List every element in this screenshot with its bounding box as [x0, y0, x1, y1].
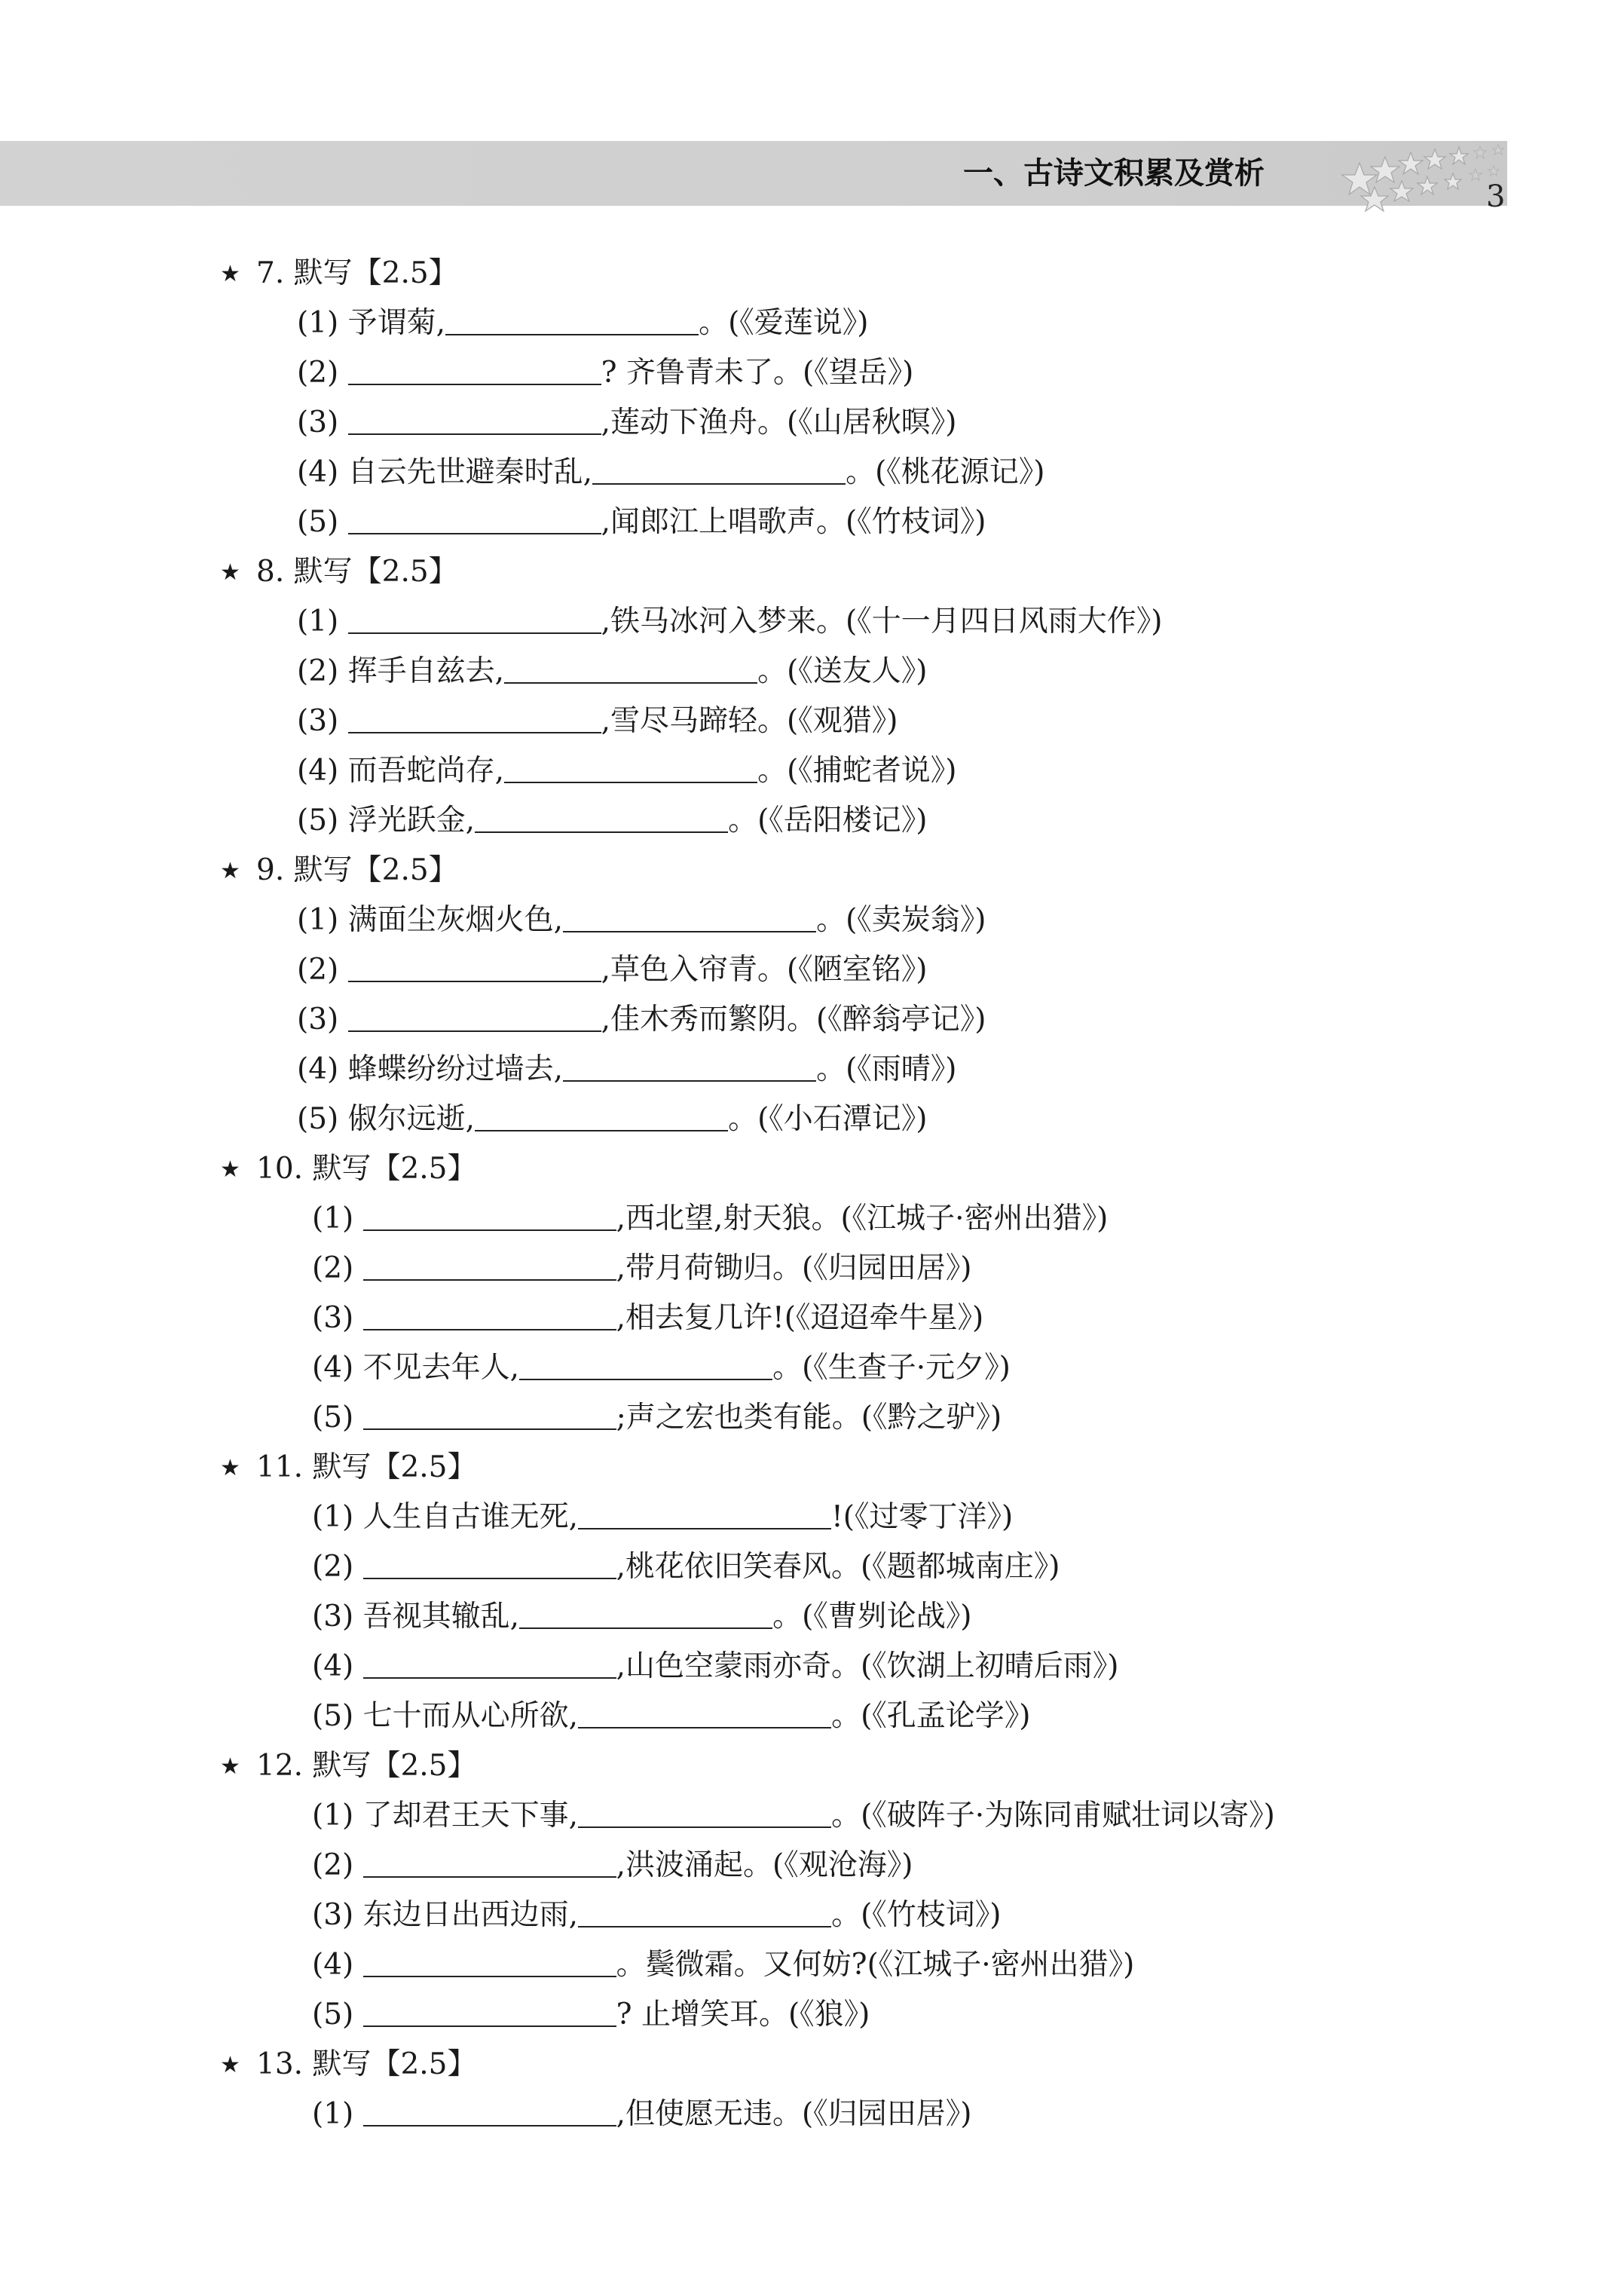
answer-blank[interactable] — [592, 450, 846, 485]
prompt-text-after: ,西北望,射天狼。(《江城子·密州出猎》) — [616, 1202, 1109, 1235]
item-number: (3) — [297, 704, 339, 738]
question-number: 10. — [256, 1152, 304, 1186]
question-label: 默写【2.5】 — [293, 256, 458, 290]
fill-blank-item — [220, 1244, 1546, 1294]
prompt-text-after: ,山色空蒙雨亦奇。(《饮湖上初晴后雨》) — [616, 1649, 1119, 1683]
prompt-text-before: 东边日出西边雨, — [362, 1898, 579, 1932]
fill-blank-item — [220, 1542, 1546, 1592]
item-number: (2) — [297, 654, 339, 688]
prompt-text-after: 。(《孔孟论学》) — [831, 1699, 1031, 1733]
fill-blank-item — [220, 746, 1546, 796]
item-number: (1) — [297, 903, 339, 937]
question-number: 9. — [256, 853, 285, 887]
item-number: (3) — [297, 1003, 339, 1036]
question-heading — [220, 846, 1546, 896]
prompt-text-after: 。(《送友人》) — [757, 654, 928, 688]
question-label: 默写【2.5】 — [293, 853, 458, 887]
item-number: (4) — [312, 1649, 354, 1683]
question-label: 默写【2.5】 — [312, 1450, 477, 1484]
prompt-text-before: 予谓菊, — [347, 306, 446, 340]
item-number: (4) — [312, 1351, 354, 1385]
fill-blank-item — [220, 1294, 1546, 1343]
prompt-text-after: ,莲动下渔舟。(《山居秋暝》) — [601, 406, 957, 439]
answer-blank[interactable] — [563, 898, 816, 932]
item-number: (4) — [297, 754, 339, 788]
prompt-text-after: ,相去复几许!(《迢迢牵牛星》) — [616, 1301, 984, 1335]
item-number: (2) — [312, 1550, 354, 1584]
item-number: (5) — [297, 505, 339, 539]
answer-blank[interactable] — [363, 1395, 616, 1430]
fill-blank-item — [220, 1642, 1546, 1692]
fill-blank-item — [220, 299, 1546, 348]
prompt-text-after: ,但使愿无违。(《归园田居》) — [616, 2097, 972, 2131]
prompt-text-after: ,闻郎江上唱歌声。(《竹枝词》) — [601, 505, 986, 539]
fill-blank-item — [220, 498, 1546, 547]
stars-cluster-icon — [1332, 134, 1507, 217]
prompt-text-before: 满面尘灰烟火色, — [347, 903, 564, 937]
prompt-text-after: 。(《雨晴》) — [816, 1052, 957, 1086]
prompt-text-before: 七十而从心所欲, — [362, 1699, 579, 1733]
answer-blank[interactable] — [348, 699, 601, 733]
item-number: (3) — [297, 406, 339, 439]
prompt-text-before: 而吾蛇尚存, — [347, 754, 505, 788]
item-number: (2) — [312, 1848, 354, 1882]
question-block — [220, 1443, 1546, 1741]
section-title: 一、古诗文积累及赏析 — [963, 156, 1265, 191]
prompt-text-after: 。(《岳阳楼记》) — [728, 804, 928, 837]
item-number: (5) — [297, 1102, 339, 1136]
answer-blank[interactable] — [348, 948, 601, 982]
question-heading — [220, 249, 1546, 299]
prompt-text-after: ,佳木秀而繁阴。(《醉翁亭记》) — [601, 1003, 986, 1036]
item-number: (2) — [297, 953, 339, 987]
prompt-text-after: 。(《生查子·元夕》) — [772, 1351, 1011, 1385]
prompt-text-before: 人生自古谁无死, — [362, 1500, 579, 1534]
question-heading — [220, 2040, 1546, 2090]
fill-blank-item — [220, 597, 1546, 647]
prompt-text-after: ,铁马冰河入梦来。(《十一月四日风雨大作》) — [601, 605, 1163, 638]
question-number: 7. — [256, 256, 285, 290]
item-number: (1) — [312, 1799, 354, 1833]
star-icon: ★ — [220, 559, 240, 586]
item-number: (4) — [312, 1948, 354, 1982]
question-number: 11. — [256, 1450, 304, 1484]
answer-blank[interactable] — [445, 301, 699, 335]
question-label: 默写【2.5】 — [312, 1749, 477, 1783]
page-number: 3 — [1486, 179, 1506, 214]
item-number: (4) — [297, 455, 339, 489]
fill-blank-item — [220, 1592, 1546, 1642]
fill-blank-item — [220, 1045, 1546, 1095]
answer-blank[interactable] — [348, 351, 601, 385]
prompt-text-before: 了却君王天下事, — [362, 1799, 579, 1833]
item-number: (3) — [312, 1301, 354, 1335]
fill-blank-item — [220, 995, 1546, 1045]
answer-blank[interactable] — [363, 1545, 616, 1579]
fill-blank-item — [220, 945, 1546, 995]
star-icon: ★ — [220, 2052, 240, 2078]
prompt-text-after: ? 齐鲁青未了。(《望岳》) — [601, 356, 914, 390]
item-number: (5) — [312, 1401, 354, 1435]
question-heading — [220, 1144, 1546, 1194]
answer-blank[interactable] — [363, 1644, 616, 1679]
answer-blank[interactable] — [363, 1943, 616, 1977]
answer-blank[interactable] — [363, 1196, 616, 1231]
question-heading — [220, 547, 1546, 597]
fill-blank-item — [220, 2090, 1546, 2139]
question-label: 默写【2.5】 — [312, 2047, 477, 2081]
header-band — [0, 141, 1507, 206]
item-number: (2) — [297, 356, 339, 390]
prompt-text-after: ,雪尽马蹄轻。(《观猎》) — [601, 704, 898, 738]
prompt-text-before: 吾视其辙乱, — [362, 1600, 520, 1634]
question-label: 默写【2.5】 — [293, 555, 458, 589]
item-number: (1) — [312, 1500, 354, 1534]
prompt-text-after: 。(《破阵子·为陈同甫赋壮词以寄》) — [831, 1799, 1275, 1833]
prompt-text-after: 。(《爱莲说》) — [699, 306, 869, 340]
prompt-text-after: !(《过零丁洋》) — [831, 1500, 1014, 1534]
prompt-text-before: 不见去年人, — [362, 1351, 520, 1385]
fill-blank-item — [220, 697, 1546, 746]
fill-blank-item — [220, 1791, 1546, 1841]
fill-blank-item — [220, 1940, 1546, 1990]
prompt-text-before: 俶尔远逝, — [347, 1102, 476, 1136]
item-number: (5) — [297, 804, 339, 837]
answer-blank[interactable] — [519, 1346, 772, 1380]
item-number: (3) — [312, 1898, 354, 1932]
answer-blank[interactable] — [578, 1893, 831, 1927]
answer-blank[interactable] — [348, 400, 601, 435]
answer-blank[interactable] — [363, 2092, 616, 2126]
item-number: (1) — [297, 306, 339, 340]
answer-blank[interactable] — [504, 749, 757, 783]
prompt-text-before: 蜂蝶纷纷过墙去, — [347, 1052, 564, 1086]
star-icon: ★ — [220, 1156, 240, 1183]
answer-blank[interactable] — [348, 997, 601, 1032]
answer-blank[interactable] — [578, 1694, 831, 1728]
question-block — [220, 846, 1546, 1144]
prompt-text-after: ;声之宏也类有能。(《黔之驴》) — [616, 1401, 1002, 1435]
star-icon: ★ — [220, 1455, 240, 1481]
prompt-text-after: ? 止增笑耳。(《狼》) — [616, 1998, 870, 2032]
answer-blank[interactable] — [363, 1246, 616, 1281]
answer-blank[interactable] — [475, 798, 728, 833]
fill-blank-item — [220, 796, 1546, 846]
question-number: 8. — [256, 555, 285, 589]
item-number: (5) — [312, 1699, 354, 1733]
star-icon: ★ — [220, 1753, 240, 1780]
prompt-text-after: 。鬓微霜。又何妨?(《江城子·密州出猎》) — [616, 1948, 1135, 1982]
question-number: 13. — [256, 2047, 304, 2081]
question-heading — [220, 1741, 1546, 1791]
fill-blank-item — [220, 1095, 1546, 1144]
question-block — [220, 547, 1546, 846]
question-heading — [220, 1443, 1546, 1493]
prompt-text-before: 挥手自兹去, — [347, 654, 505, 688]
prompt-text-after: ,洪波涌起。(《观沧海》) — [616, 1848, 913, 1882]
fill-blank-item — [220, 1891, 1546, 1940]
item-number: (1) — [312, 2097, 354, 2131]
answer-blank[interactable] — [563, 1047, 816, 1082]
fill-blank-item — [220, 647, 1546, 697]
question-block — [220, 249, 1546, 547]
fill-blank-item — [220, 1990, 1546, 2040]
fill-blank-item — [220, 1841, 1546, 1891]
answer-blank[interactable] — [578, 1495, 831, 1529]
fill-blank-item — [220, 896, 1546, 945]
prompt-text-after: ,带月荷锄归。(《归园田居》) — [616, 1251, 972, 1285]
item-number: (1) — [312, 1202, 354, 1235]
prompt-text-after: 。(《桃花源记》) — [846, 455, 1045, 489]
answer-blank[interactable] — [363, 1296, 616, 1330]
item-number: (1) — [297, 605, 339, 638]
answer-blank[interactable] — [475, 1097, 728, 1131]
prompt-text-after: 。(《卖炭翁》) — [816, 903, 986, 937]
fill-blank-item — [220, 1493, 1546, 1542]
answer-blank[interactable] — [363, 1843, 616, 1878]
item-number: (3) — [312, 1600, 354, 1634]
prompt-text-after: ,桃花依旧笑春风。(《题都城南庄》) — [616, 1550, 1060, 1584]
prompt-text-after: 。(《捕蛇者说》) — [757, 754, 957, 788]
prompt-text-after: ,草色入帘青。(《陋室铭》) — [601, 953, 928, 987]
fill-blank-item — [220, 348, 1546, 398]
fill-blank-item — [220, 1393, 1546, 1443]
answer-blank[interactable] — [578, 1793, 831, 1828]
item-number: (4) — [297, 1052, 339, 1086]
prompt-text-after: 。(《曹刿论战》) — [772, 1600, 972, 1634]
question-label: 默写【2.5】 — [312, 1152, 477, 1186]
prompt-text-before: 自云先世避秦时乱, — [347, 455, 593, 489]
answer-blank[interactable] — [504, 649, 757, 684]
fill-blank-item — [220, 448, 1546, 498]
prompt-text-after: 。(《小石潭记》) — [728, 1102, 928, 1136]
answer-blank[interactable] — [519, 1594, 772, 1629]
prompt-text-after: 。(《竹枝词》) — [831, 1898, 1002, 1932]
question-block — [220, 1144, 1546, 1443]
question-block — [220, 2040, 1546, 2139]
star-icon: ★ — [220, 858, 240, 884]
item-number: (2) — [312, 1251, 354, 1285]
question-number: 12. — [256, 1749, 304, 1783]
answer-blank[interactable] — [348, 599, 601, 634]
item-number: (5) — [312, 1998, 354, 2032]
answer-blank[interactable] — [348, 500, 601, 534]
fill-blank-item — [220, 398, 1546, 448]
fill-blank-item — [220, 1343, 1546, 1393]
exercise-list — [220, 249, 1546, 2139]
question-block — [220, 1741, 1546, 2040]
fill-blank-item — [220, 1194, 1546, 1244]
answer-blank[interactable] — [363, 1992, 616, 2027]
prompt-text-before: 浮光跃金, — [347, 804, 476, 837]
star-icon: ★ — [220, 261, 240, 287]
fill-blank-item — [220, 1692, 1546, 1741]
